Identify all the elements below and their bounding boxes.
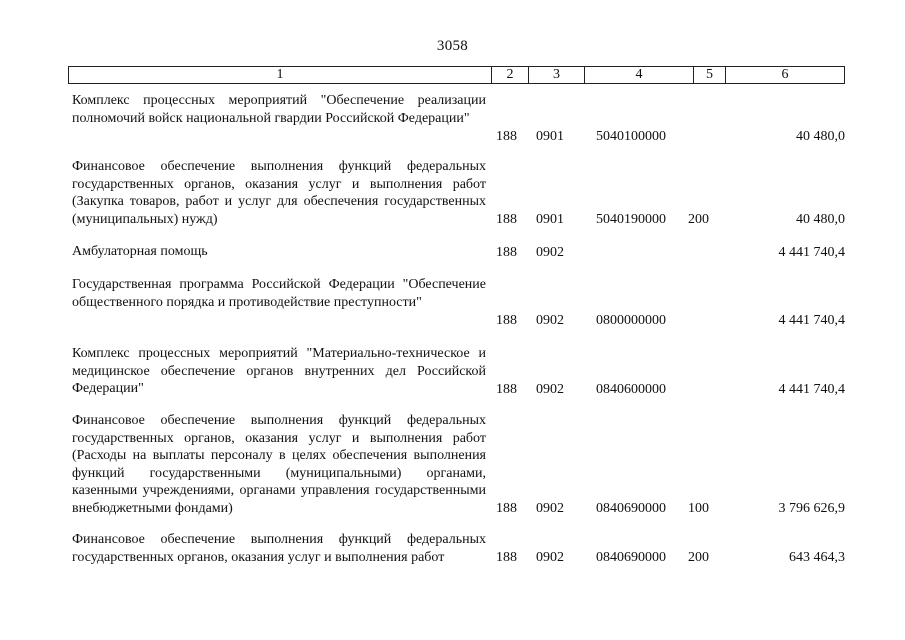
row-description: Комплекс процессных мероприятий "Обеспечение реализации полномочий войск национальной гвардии Российской Федерации" <box>72 93 486 126</box>
table-row <box>72 345 845 398</box>
row-expense-type: 200 <box>688 549 709 565</box>
row-description: Государственная программа Российской Федерации "Обеспечение общественного порядка и противодействие преступности" <box>72 277 486 310</box>
row-section-code: 0902 <box>536 312 564 328</box>
page-number: 3058 <box>436 38 469 54</box>
table-row <box>72 158 845 228</box>
row-admin-code: 188 <box>496 549 517 565</box>
row-admin-code: 188 <box>496 381 517 397</box>
column-header-3: 3 <box>529 67 585 83</box>
row-admin-code: 188 <box>496 128 517 144</box>
row-amount: 4 441 740,4 <box>778 312 845 328</box>
row-admin-code: 188 <box>496 211 517 227</box>
row-section-code: 0902 <box>536 549 564 565</box>
column-header-5: 5 <box>694 67 726 83</box>
row-target-code: 5040100000 <box>596 128 666 144</box>
table-row <box>72 531 845 566</box>
column-header-4: 4 <box>585 67 694 83</box>
table-row <box>72 412 845 517</box>
row-amount: 3 796 626,9 <box>778 500 845 516</box>
row-section-code: 0901 <box>536 211 564 227</box>
row-amount: 40 480,0 <box>796 128 845 144</box>
row-section-code: 0901 <box>536 128 564 144</box>
column-header-row <box>68 66 845 84</box>
row-description: Комплекс процессных мероприятий "Материально-техническое и медицинское обеспечение органов внутренних дел Российской Федерации" <box>72 346 486 396</box>
row-section-code: 0902 <box>536 381 564 397</box>
row-description: Финансовое обеспечение выполнения функций федеральных государственных органов, оказания услуг и выполнения работ (Закупка товаров, работ и услуг для обеспечения государственных (муниципальных) нужд) <box>72 159 486 227</box>
row-target-code: 5040190000 <box>596 211 666 227</box>
row-target-code: 0840690000 <box>596 549 666 565</box>
column-header-1: 1 <box>69 67 492 83</box>
table-row <box>72 92 845 145</box>
row-amount: 643 464,3 <box>789 549 845 565</box>
row-description: Финансовое обеспечение выполнения функций федеральных государственных органов, оказания услуг и выполнения работ (Расходы на выплаты персоналу в целях обеспечения выполнения функций государственными (муниципальными) органами, казенными учреждениями, органами управления государственными внебюджетными фондами) <box>72 413 486 516</box>
row-amount: 4 441 740,4 <box>778 244 845 260</box>
row-section-code: 0902 <box>536 500 564 516</box>
row-amount: 4 441 740,4 <box>778 381 845 397</box>
row-amount: 40 480,0 <box>796 211 845 227</box>
column-header-2: 2 <box>492 67 529 83</box>
row-expense-type: 100 <box>688 500 709 516</box>
row-target-code: 0800000000 <box>596 312 666 328</box>
row-admin-code: 188 <box>496 500 517 516</box>
table-row <box>72 276 845 329</box>
row-target-code: 0840690000 <box>596 500 666 516</box>
row-admin-code: 188 <box>496 312 517 328</box>
row-admin-code: 188 <box>496 244 517 260</box>
row-target-code: 0840600000 <box>596 381 666 397</box>
column-header-6: 6 <box>781 67 789 82</box>
row-expense-type: 200 <box>688 211 709 227</box>
row-description: Финансовое обеспечение выполнения функций федеральных государственных органов, оказания услуг и выполнения работ <box>72 532 486 565</box>
row-description: Амбулаторная помощь <box>72 244 208 259</box>
table-row <box>72 243 845 261</box>
row-section-code: 0902 <box>536 244 564 260</box>
